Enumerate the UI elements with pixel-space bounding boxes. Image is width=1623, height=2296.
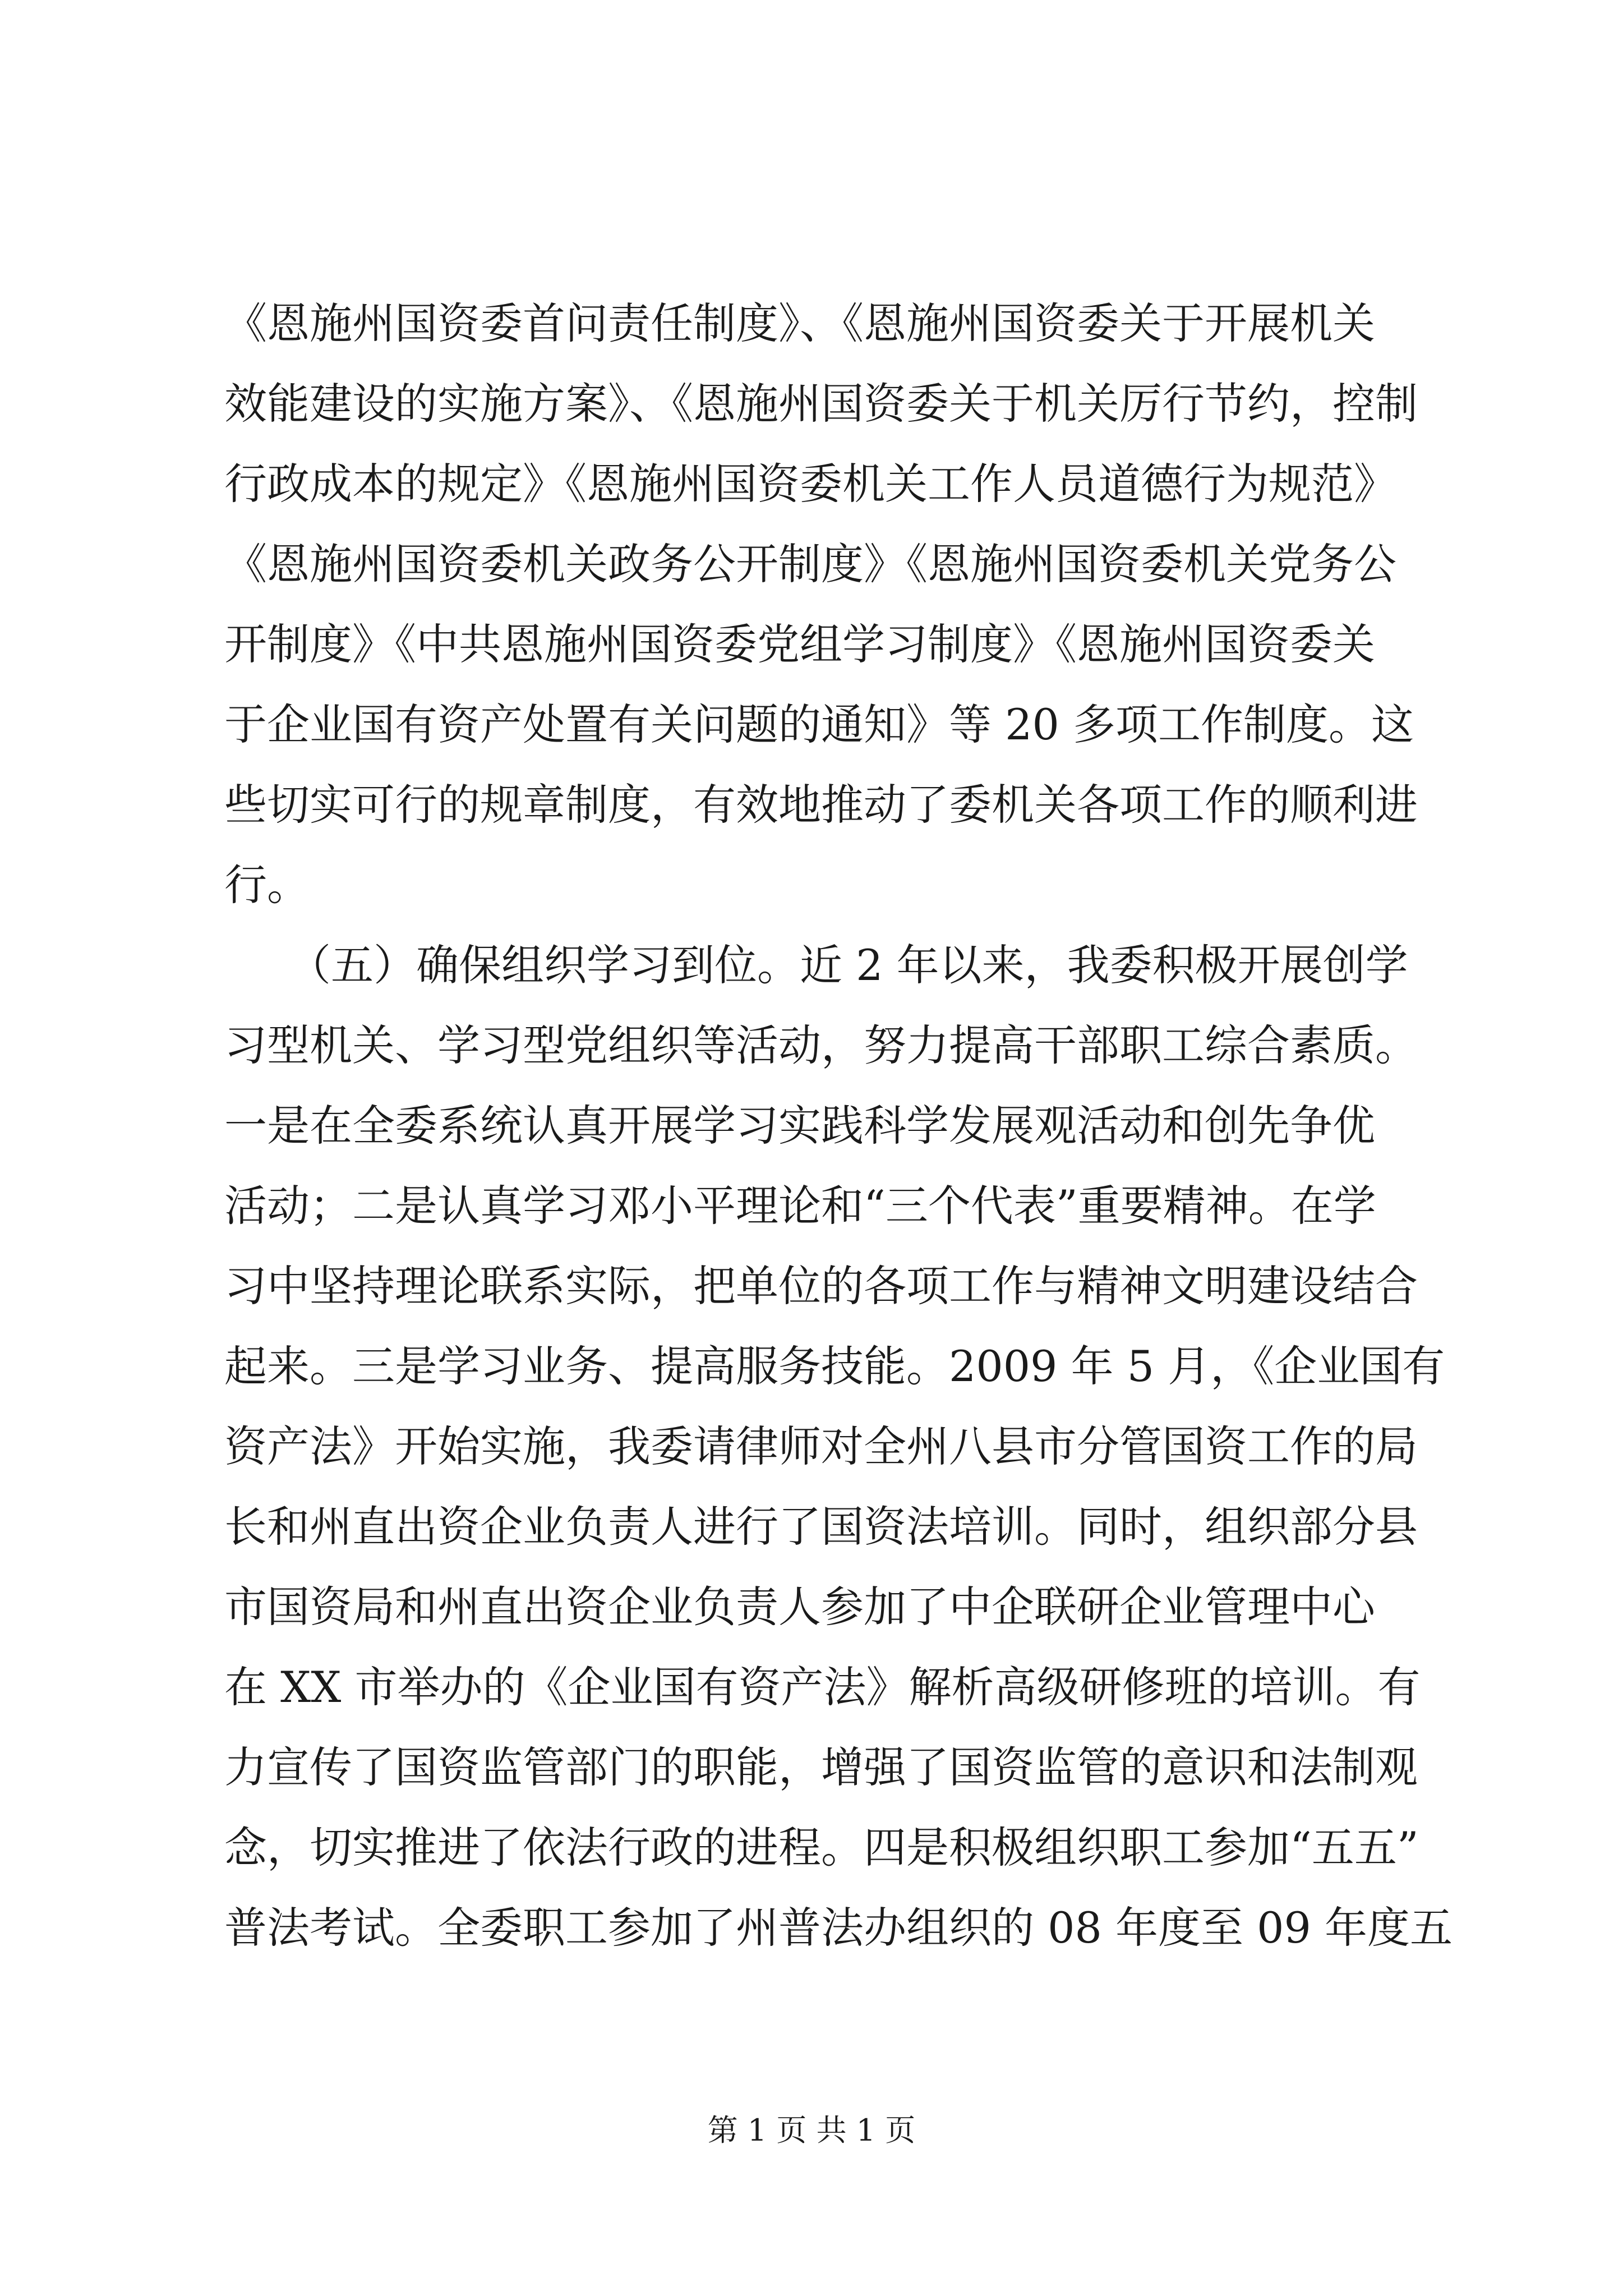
text-line: 一是在全委系统认真开展学习实践科学发展观活动和创先争优 bbox=[224, 1101, 1375, 1151]
text-line: 行。 bbox=[224, 860, 310, 910]
text-line: 开制度》《中共恩施州国资委党组学习制度》《恩施州国资委关 bbox=[224, 619, 1375, 669]
text-line: 在 XX 市举办的《企业国有资产法》解析高级研修班的培训。有 bbox=[224, 1662, 1421, 1712]
text-line: 活动；二是认真学习邓小平理论和“三个代表”重要精神。在学 bbox=[224, 1181, 1376, 1231]
text-line: 习型机关、学习型党组织等活动，努力提高干部职工综合素质。 bbox=[224, 1020, 1418, 1070]
text-line: 资产法》开始实施，我委请律师对全州八县市分管国资工作的局 bbox=[224, 1421, 1418, 1471]
text-line: 于企业国有资产处置有关问题的通知》等 20 多项工作制度。这 bbox=[224, 700, 1414, 749]
text-line: 市国资局和州直出资企业负责人参加了中企联研企业管理中心 bbox=[224, 1582, 1375, 1632]
text-line: 行政成本的规定》《恩施州国资委机关工作人员道德行为规范》 bbox=[224, 459, 1396, 509]
text-line: 长和州直出资企业负责人进行了国资法培训。同时，组织部分县 bbox=[224, 1502, 1418, 1552]
text-line: （五）确保组织学习到位。近 2 年以来，我委积极开展创学 bbox=[224, 940, 1408, 990]
text-line: 些切实可行的规章制度，有效地推动了委机关各项工作的顺利进 bbox=[224, 780, 1418, 830]
text-line: 起来。三是学习业务、提高服务技能。2009 年 5 月，《企业国有 bbox=[224, 1341, 1445, 1391]
text-line: 《恩施州国资委首问责任制度》、《恩施州国资委关于开展机关 bbox=[224, 298, 1375, 348]
page-number-footer: 第 1 页 共 1 页 bbox=[707, 2113, 916, 2148]
text-line: 普法考试。全委职工参加了州普法办组织的 08 年度至 09 年度五 bbox=[224, 1903, 1453, 1953]
body-text bbox=[224, 283, 1453, 1968]
text-line: 念，切实推进了依法行政的进程。四是积极组织职工参加“五五” bbox=[224, 1823, 1419, 1872]
text-line: 效能建设的实施方案》、《恩施州国资委关于机关厉行节约，控制 bbox=[224, 379, 1418, 429]
text-line: 《恩施州国资委机关政务公开制度》《恩施州国资委机关党务公 bbox=[224, 539, 1396, 589]
text-line: 习中坚持理论联系实际，把单位的各项工作与精神文明建设结合 bbox=[224, 1261, 1418, 1311]
text-line: 力宣传了国资监管部门的职能，增强了国资监管的意识和法制观 bbox=[224, 1742, 1418, 1792]
